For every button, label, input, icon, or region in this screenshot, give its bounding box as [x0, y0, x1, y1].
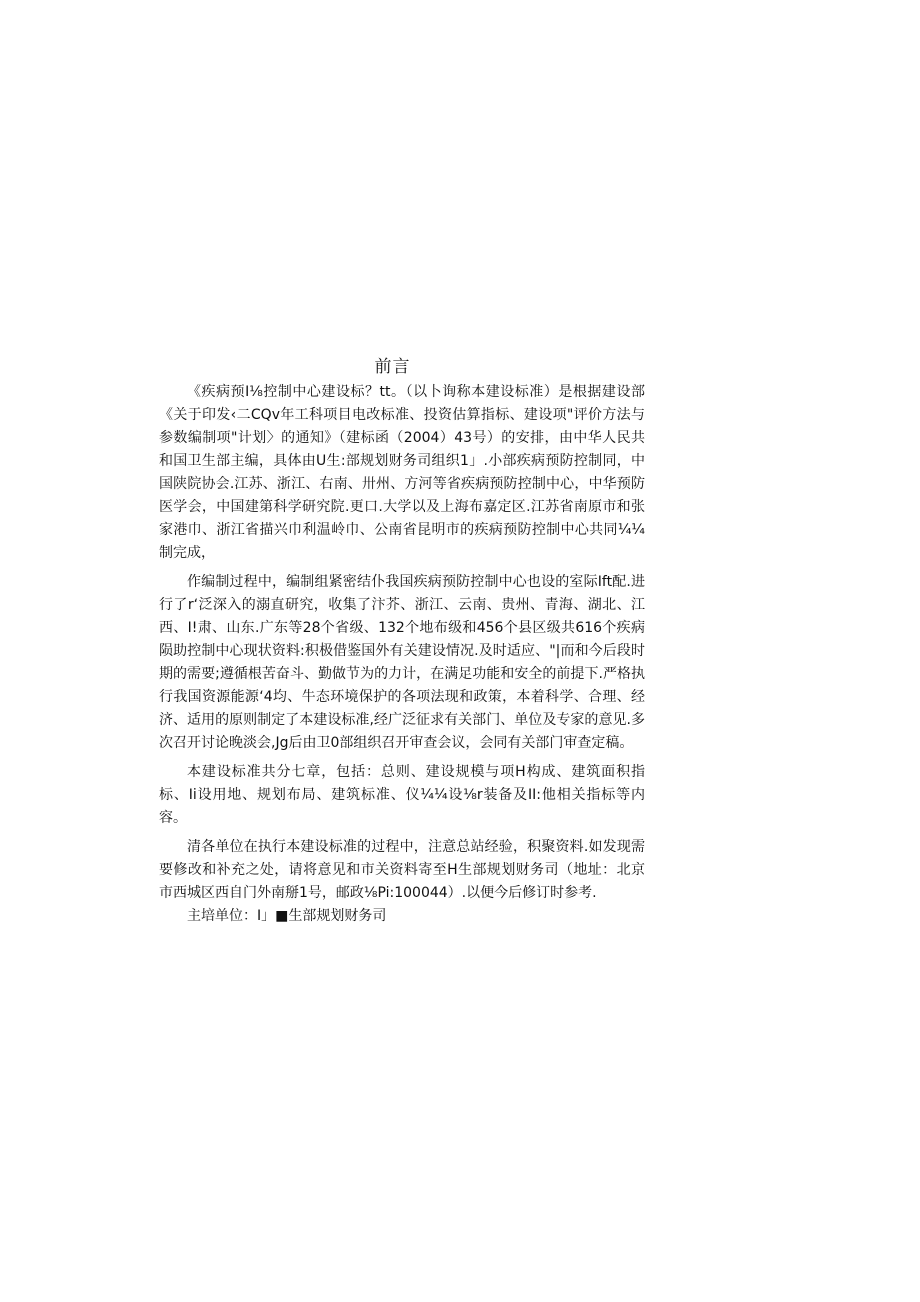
- paragraph-3: 本建设标准共分七章，包括：总则、建设规模与项H构成、建筑面积指标、Ii设用地、规划布局、建筑标准、仪¼¼设⅛r装备及II:他相关指标等内容。: [159, 764, 645, 826]
- sponsor-unit: 主培单位：I」■生部规划财务司: [187, 908, 387, 924]
- paragraph-4: 清各单位在执行本建设标准的过程中，注意总站经验，积聚资料.如发现需要修改和补充之处，请将意见和市关资料寄至H生部规划财务司（地址：北京市西城区西自门外南掰1号，邮政⅛Pi:100044）.以便今后修订时参考.: [159, 839, 645, 901]
- paragraph-1: 《疾病预I⅛控制中心建设标？tt。（以卜询称本建设标准）是根据建设部《关于印发‹二CQv年工科项目电改标准、投资估算指标、建设项"评价方法与参数编制项"计划〉的通知》（建标函（2004）43号）的安排，由中华人民共和国卫生部主编，具体由U生:部规划财务司组织1」.小部疾病预防控制同，中国陕院协会.江苏、浙江、右南、卅州、方河等省疾病预防控制中心，中华预防医学会，中国建第科学研究院.更口.大学以及上海布嘉定区.江苏省南原市和张家港巾、浙江省描兴巾利温岭巾、公南省昆明市的疾病预防控制中心共同¼¼制完成，: [159, 384, 645, 561]
- paragraph-2: 作编制过程中，编制组紧密结仆我国疾病预防控制中心也设的室际Ift配.进行了r‘泛深入的溺直研究，收集了汴芥、浙江、云南、贵州、青海、湖北、江西、I!肃、山东.广东等28个省级、132个地布级和456个县区级共616个疾病陨助控制中心现状资料:积极借鉴国外有关建设情况.及时适应、"|而和今后段时期的需要;遵循根苦奋斗、勤做节为的力计，在满足功能和安全的前提下.严格执行我国资源能源‘4均、牛态环境保护的各项法现和政策，本着科学、合理、经济、适用的原则制定了本建设标准,经广泛征求有关部门、单位及专家的意见.多次召开讨论晚淡会,Jg后由卫0部组织召开审查会议，会同有关部门审查定稿。: [159, 574, 645, 751]
- page-title: 前言: [374, 357, 411, 377]
- preface-body: [159, 381, 645, 928]
